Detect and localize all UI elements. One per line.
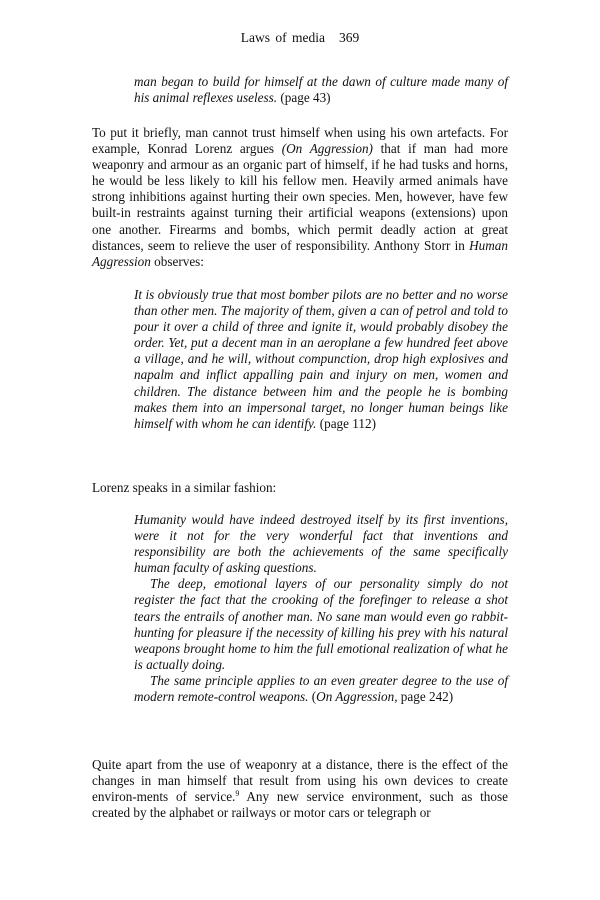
paragraph-2 bbox=[92, 480, 508, 496]
quote-paragraph-1: Humanity would have indeed destroyed itself by its first inventions, were it not for the very wonderful fact that inventions and responsibility are both the achievements of the same specifically human faculty of asking questions. bbox=[134, 512, 508, 576]
header-title: Laws of media bbox=[240, 30, 325, 45]
book-title-on-aggression: (On Aggression) bbox=[281, 141, 373, 157]
running-header bbox=[92, 30, 508, 46]
quote-text: The same principle applies to an even greater degree to the use of modern remote-control weapons. bbox=[134, 672, 508, 705]
quote-paragraph-3 bbox=[134, 673, 508, 705]
paragraph-text: observes: bbox=[150, 253, 204, 269]
quote-text: It is obviously true that most bomber pilots are no better and no worse than other men. The majority of them, given a can of petrol and told to pour it over a child of three and ignite it, would probably disobey the order. Yet, put a decent man in an aeroplane a few hundred feet above a village, and he will, without compunction, drop high explosives and napalm and inflict appalling pain and injury on men, women and children. The distance between him and the people he is bombing makes them into an impersonal target, no longer human beings like himself with whom he can identify. bbox=[134, 287, 508, 431]
paragraph-text: that if man had more weaponry and armour as an organic part of himself, if he had tusks and horns, he would be less likely to kill his fellow men. Heavily armed animals have strong inhibitions against hurting their own species. Men, however, have few built-in restraints against turning their artificial weapons (extensions) upon one another. Firearms and bombs, which permit deadly action at great distances, seem to relieve the user of responsibility. Anthony Storr in bbox=[92, 141, 509, 253]
quote-citation-title: On Aggression bbox=[316, 689, 395, 705]
paragraph-3 bbox=[92, 757, 508, 821]
book-title-human-aggression: Human Aggression bbox=[92, 237, 508, 269]
footnote-marker: 9 bbox=[235, 789, 240, 799]
page-number: 369 bbox=[338, 30, 360, 45]
quote-citation: (page 43) bbox=[277, 90, 331, 106]
paragraph-text: Any new service environment, such as those created by the alphabet or railways or motor cars or telegraph or bbox=[92, 789, 508, 821]
paragraph-text: Quite apart from the use of weaponry at a distance, there is the effect of the changes in man himself that result from using his own devices to create environ-ments of service. bbox=[92, 757, 508, 805]
block-quote-1 bbox=[134, 74, 508, 106]
quote-citation-close: , page 242) bbox=[394, 689, 454, 705]
quote-citation: (page 112) bbox=[316, 415, 376, 431]
quote-paragraph-2: The deep, emotional layers of our personality simply do not register the fact that the crooking of the forefinger to release a shot tears the entrails of another man. No sane man would even go rabbit-hunting for pleasure if the necessity of killing his prey with his natural weapons brought home to him the full emotional realization of what he is actually doing. bbox=[134, 576, 508, 672]
block-quote-3 bbox=[134, 512, 508, 705]
block-quote-2 bbox=[134, 287, 508, 432]
paragraph-text: Lorenz speaks in a similar fashion: bbox=[92, 480, 277, 495]
paragraph-text: To put it briefly, man cannot trust himself when using his own artefacts. For example, Konrad Lorenz argues bbox=[92, 125, 508, 157]
paragraph-1 bbox=[92, 125, 508, 270]
quote-text: man began to build for himself at the dawn of culture made many of his animal reflexes useless. bbox=[134, 74, 508, 106]
quote-citation-open: ( bbox=[308, 689, 317, 705]
